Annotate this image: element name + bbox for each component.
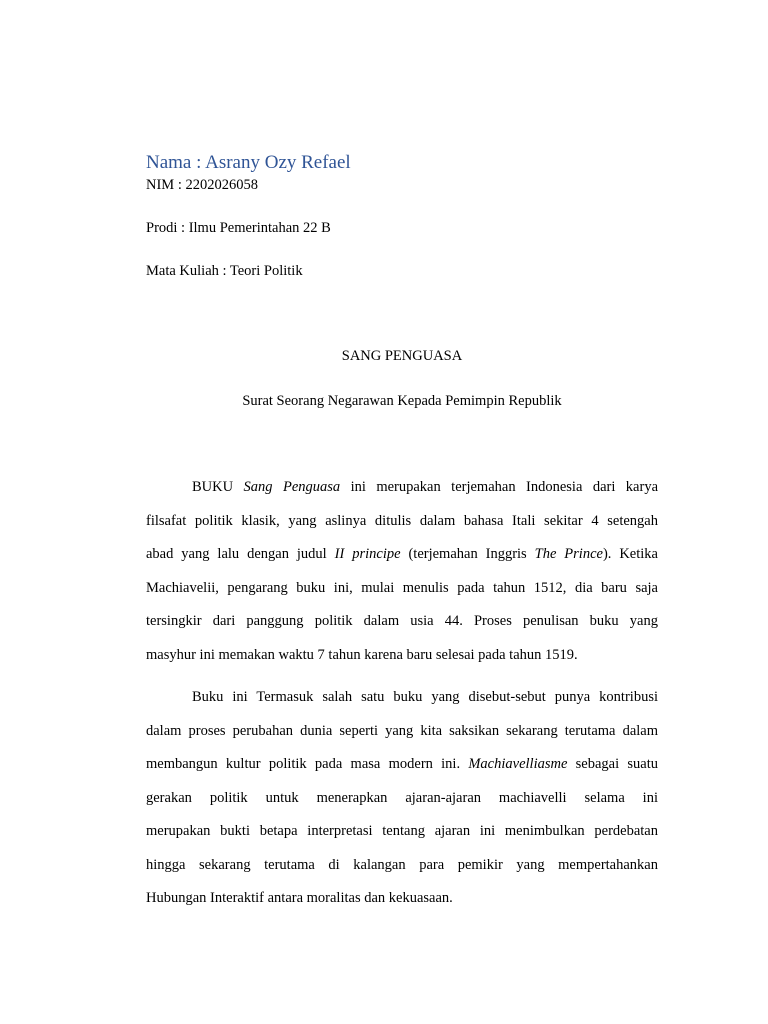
paragraph-line: hingga sekarang terutama di kalangan para pemikir yang mempertahankan (146, 857, 658, 873)
paragraph-line: gerakan politik untuk menerapkan ajaran-ajaran machiavelli selama ini (146, 790, 658, 806)
paragraph-line: tersingkir dari panggung politik dalam usia 44. Proses penulisan buku yang (146, 613, 658, 629)
paragraph-line: dalam proses perubahan dunia seperti yang kita saksikan sekarang terutama dalam (146, 723, 658, 739)
term-italic: Machiavelliasme (468, 756, 568, 772)
paragraph-line: filsafat politik klasik, yang aslinya ditulis dalam bahasa Itali sekitar 4 setengah (146, 513, 658, 529)
paragraph-line: merupakan bukti betapa interpretasi tentang ajaran ini menimbulkan perdebatan (146, 823, 658, 839)
original-title-italic: II principe (334, 546, 401, 562)
paragraph-line: Buku ini Termasuk salah satu buku yang disebut-sebut punya kontribusi (192, 689, 658, 705)
course-name: Mata Kuliah : Teori Politik (146, 263, 303, 279)
document-subtitle: Surat Seorang Negarawan Kepada Pemimpin Republik (242, 393, 562, 409)
paragraph-line: membangun kultur politik pada masa modern ini. Machiavelliasme sebagai suatu (146, 756, 658, 772)
student-nim: NIM : 2202026058 (146, 177, 258, 193)
paragraph-line: Hubungan Interaktif antara moralitas dan kekuasaan. (146, 890, 453, 906)
paragraph-line: masyhur ini memakan waktu 7 tahun karena baru selesai pada tahun 1519. (146, 647, 578, 663)
study-program: Prodi : Ilmu Pemerintahan 22 B (146, 220, 331, 236)
document-title: SANG PENGUASA (341, 348, 463, 364)
student-name: Nama : Asrany Ozy Refael (146, 152, 351, 173)
paragraph-line: abad yang lalu dengan judul II principe (terjemahan Inggris The Prince). Ketika (146, 546, 658, 562)
book-title-italic: Sang Penguasa (243, 479, 341, 495)
english-title-italic: The Prince (534, 546, 603, 562)
paragraph-line: Machiavelii, pengarang buku ini, mulai menulis pada tahun 1512, dia baru saja (146, 580, 658, 596)
paragraph-line: BUKU Sang Penguasa ini merupakan terjemahan Indonesia dari karya (192, 479, 659, 495)
